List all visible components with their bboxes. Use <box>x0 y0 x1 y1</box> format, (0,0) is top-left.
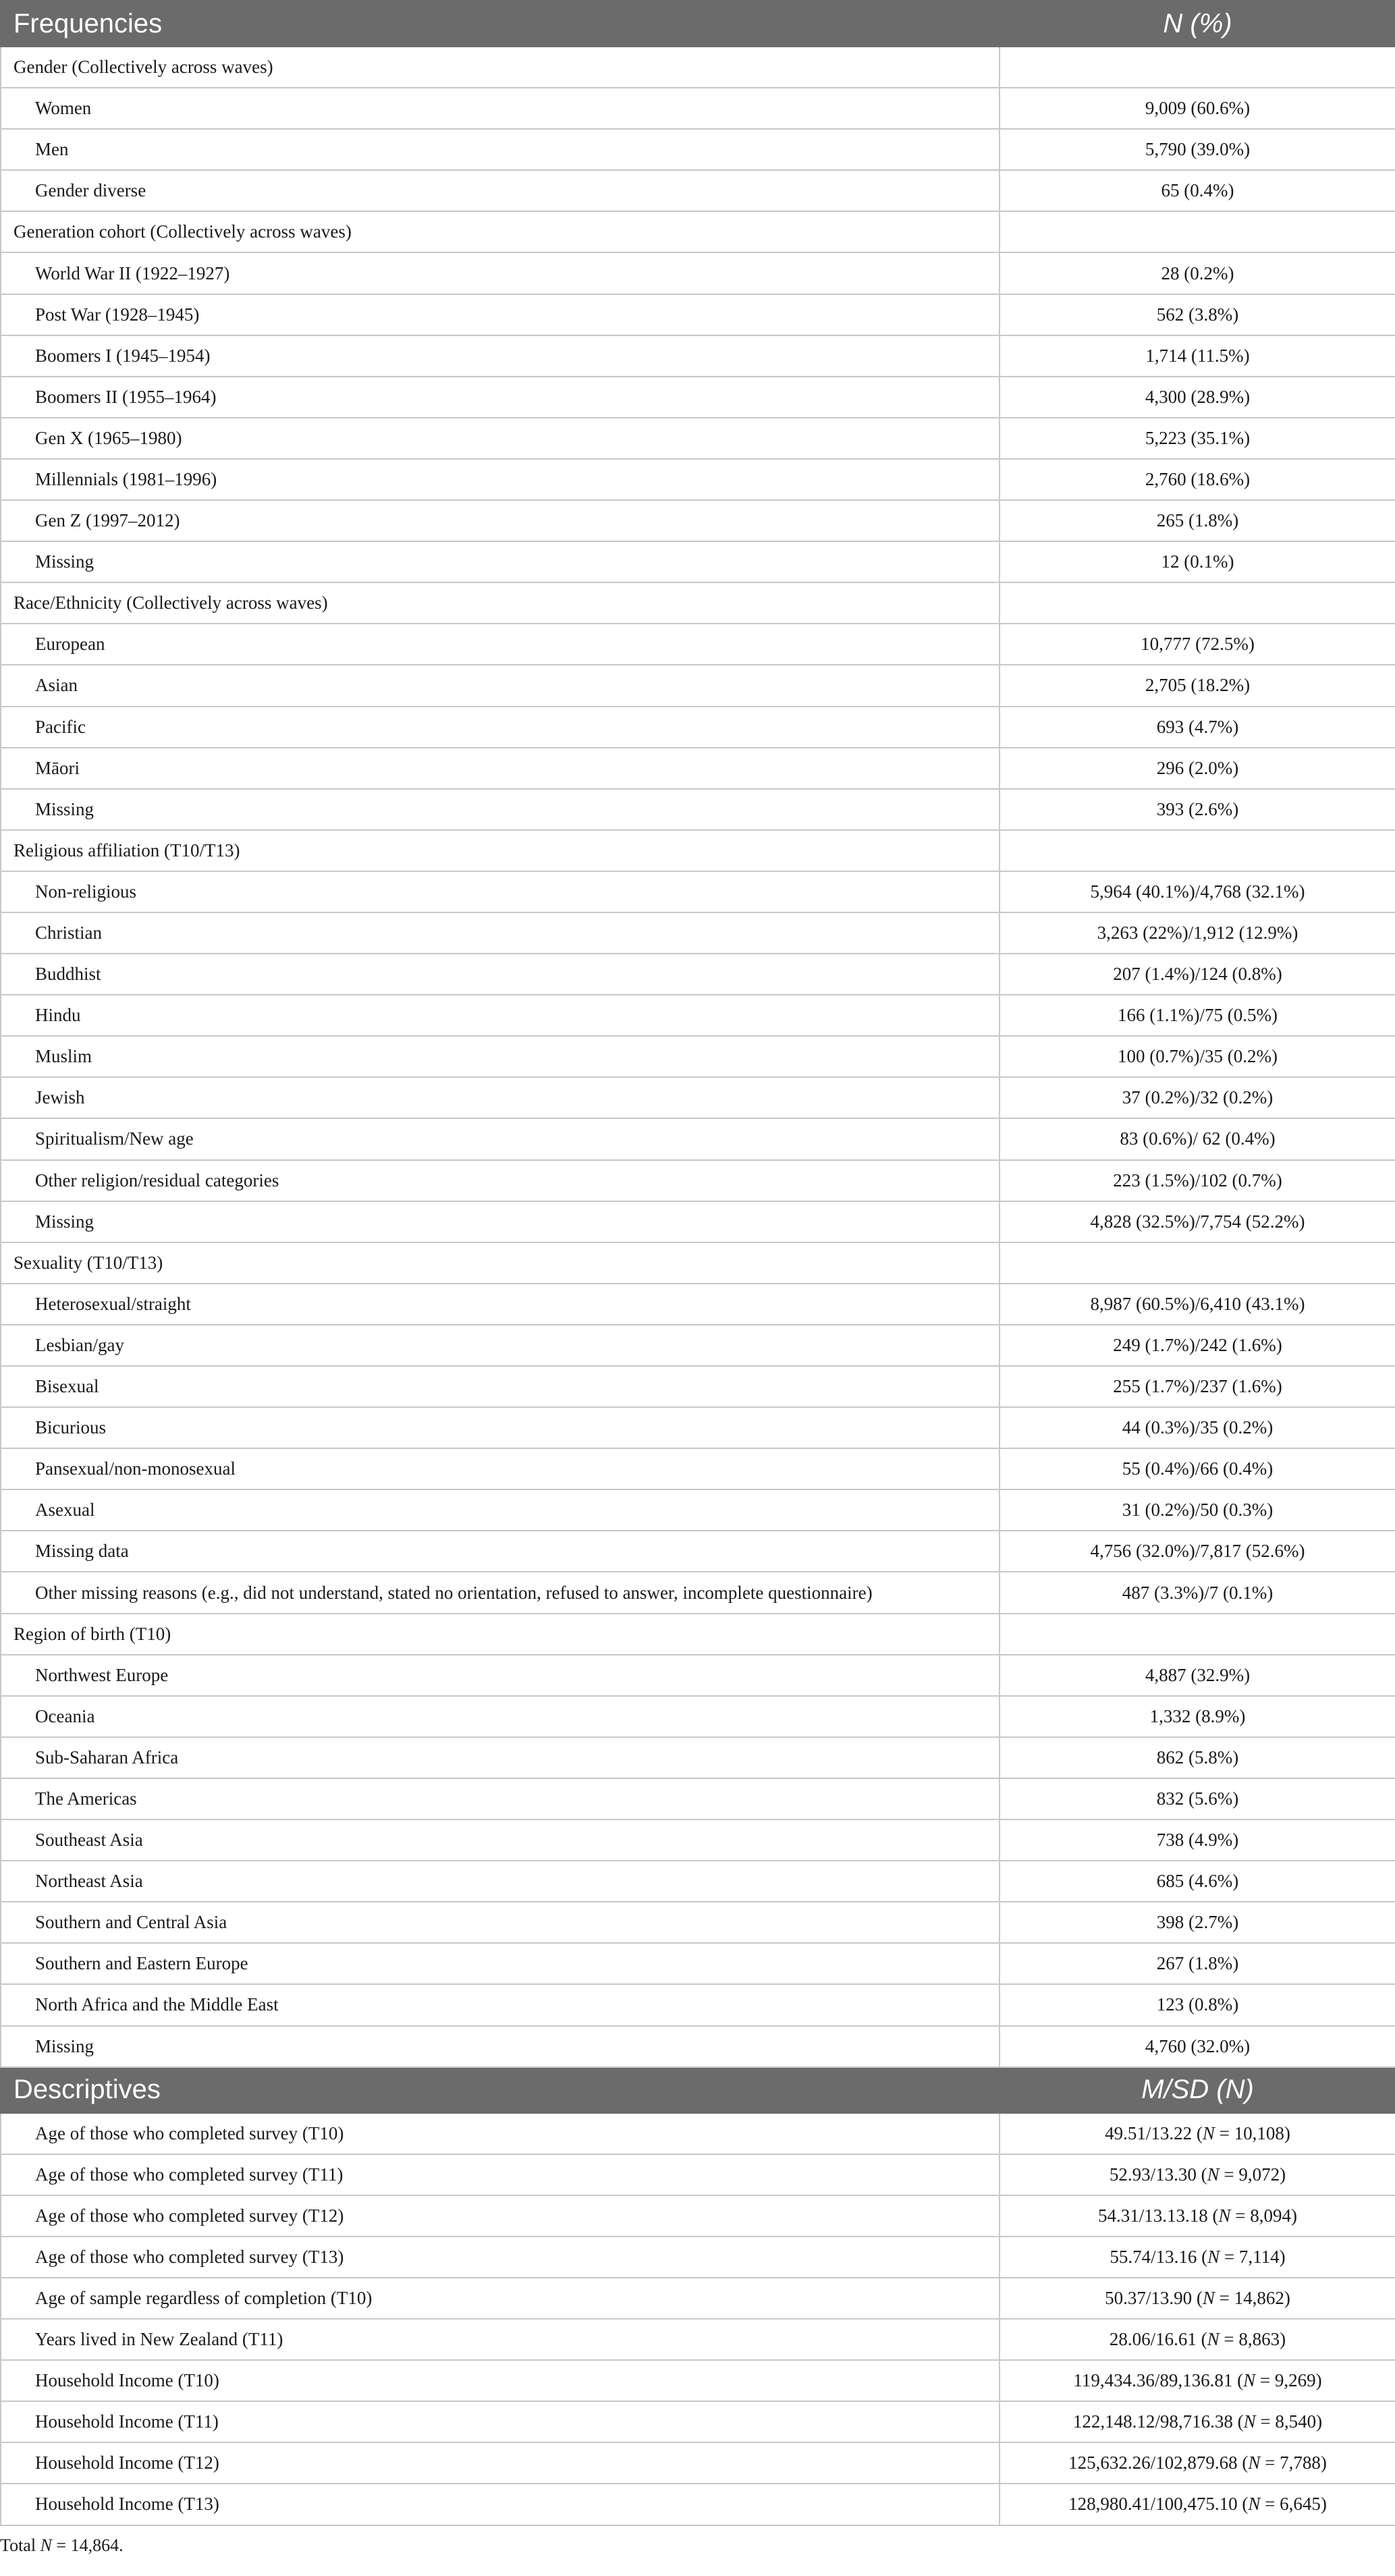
equals-sign: = <box>1260 2452 1280 2473</box>
value-text: 122,148.12/98,716.38 ( <box>1072 2411 1244 2432</box>
footnote-text: = 14,864. <box>51 2535 124 2555</box>
row-label: Other missing reasons (e.g., did not understand, stated no orientation, refused to answer, incomplete questionnaire) <box>1 1572 1000 1613</box>
table-row <box>1 1572 1395 1613</box>
row-label: Oceania <box>1 1696 1000 1737</box>
table-row <box>1 2319 1395 2360</box>
row-value: 12 (0.1%) <box>1000 541 1395 582</box>
row-label: Gender diverse <box>1 170 1000 211</box>
table-row <box>1 2113 1395 2154</box>
row-value: 267 (1.8%) <box>1000 1943 1395 1984</box>
n-value: 9,072 <box>1238 2164 1280 2185</box>
table-row <box>1 88 1395 129</box>
row-value: 83 (0.6%)/ 62 (0.4%) <box>1000 1118 1395 1159</box>
row-value: 28 (0.2%) <box>1000 252 1395 294</box>
row-label: Lesbian/gay <box>1 1325 1000 1366</box>
row-value: 55 (0.4%)/66 (0.4%) <box>1000 1448 1395 1489</box>
row-value <box>1000 2237 1395 2278</box>
row-label: Household Income (T10) <box>1 2360 1000 2401</box>
frequencies-header: Frequencies <box>1 1 1000 47</box>
table-row <box>1 707 1395 748</box>
n-symbol: N <box>1243 2370 1256 2391</box>
row-label: Southern and Eastern Europe <box>1 1943 1000 1984</box>
row-label: Pansexual/non-monosexual <box>1 1448 1000 1489</box>
row-value <box>1000 2195 1395 2237</box>
row-label: Household Income (T12) <box>1 2442 1000 2484</box>
row-label: Buddhist <box>1 954 1000 995</box>
row-value: 4,760 (32.0%) <box>1000 2026 1395 2067</box>
section-row <box>1 582 1395 624</box>
table-row <box>1 1655 1395 1696</box>
table-row <box>1 1284 1395 1325</box>
row-value <box>1000 2484 1395 2525</box>
table-row <box>1 2278 1395 2319</box>
row-label: Missing data <box>1 1531 1000 1572</box>
row-label: Men <box>1 129 1000 170</box>
equals-sign: = <box>1214 2288 1234 2309</box>
row-label: Missing <box>1 789 1000 830</box>
n-value: 14,862 <box>1234 2288 1284 2309</box>
table-row <box>1 748 1395 789</box>
section-row <box>1 211 1395 252</box>
row-value: 249 (1.7%)/242 (1.6%) <box>1000 1325 1395 1366</box>
close-paren: ) <box>1291 2205 1297 2226</box>
row-label: Age of those who completed survey (T13) <box>1 2237 1000 2278</box>
row-label: Boomers I (1945–1954) <box>1 335 1000 377</box>
row-value: 487 (3.3%)/7 (0.1%) <box>1000 1572 1395 1613</box>
row-label: Gen Z (1997–2012) <box>1 500 1000 541</box>
row-value: 296 (2.0%) <box>1000 748 1395 789</box>
row-label: Northeast Asia <box>1 1861 1000 1902</box>
table-row <box>1 2154 1395 2195</box>
row-value: 393 (2.6%) <box>1000 789 1395 830</box>
close-paren: ) <box>1284 2122 1290 2143</box>
n-symbol: N <box>1207 2246 1220 2267</box>
row-value <box>1000 2401 1395 2442</box>
row-value: 65 (0.4%) <box>1000 170 1395 211</box>
n-symbol: N <box>1248 2494 1261 2515</box>
n-symbol: N <box>1207 2329 1220 2350</box>
close-paren: ) <box>1280 2329 1286 2350</box>
table-row <box>1 2484 1395 2525</box>
table-row <box>1 665 1395 706</box>
value-text: 49.51/13.22 ( <box>1105 2122 1203 2143</box>
row-label: Southern and Central Asia <box>1 1902 1000 1943</box>
row-label: Age of sample regardless of completion (T10) <box>1 2278 1000 2319</box>
table-row <box>1 129 1395 170</box>
n-symbol: N <box>1248 2452 1261 2473</box>
close-paren: ) <box>1315 2370 1322 2391</box>
row-label: Pacific <box>1 707 1000 748</box>
row-value: 4,300 (28.9%) <box>1000 377 1395 418</box>
section-row <box>1 830 1395 871</box>
section-title: Region of birth (T10) <box>1 1614 1000 1655</box>
value-text: 28.06/16.61 ( <box>1109 2329 1207 2350</box>
n-value: 10,108 <box>1234 2122 1284 2143</box>
section-title: Race/Ethnicity (Collectively across waves) <box>1 582 1000 624</box>
footnote-prefix: Total <box>0 2535 40 2555</box>
close-paren: ) <box>1316 2411 1323 2432</box>
n-symbol: N <box>1207 2164 1220 2185</box>
table-row <box>1 294 1395 335</box>
row-label: Heterosexual/straight <box>1 1284 1000 1325</box>
table-row <box>1 1861 1395 1902</box>
table-row <box>1 335 1395 377</box>
section-row <box>1 47 1395 88</box>
section-empty-cell <box>1000 830 1395 871</box>
n-symbol: N <box>1218 2205 1231 2226</box>
row-value: 44 (0.3%)/35 (0.2%) <box>1000 1407 1395 1448</box>
row-label: Boomers II (1955–1964) <box>1 377 1000 418</box>
section-empty-cell <box>1000 211 1395 252</box>
close-paren: ) <box>1279 2246 1286 2267</box>
row-label: Gen X (1965–1980) <box>1 418 1000 459</box>
section-row <box>1 1614 1395 1655</box>
row-value: 5,964 (40.1%)/4,768 (32.1%) <box>1000 871 1395 912</box>
row-label: Non-religious <box>1 871 1000 912</box>
frequencies-header-row <box>1 1 1395 47</box>
row-label: Other religion/residual categories <box>1 1160 1000 1201</box>
row-label: Bisexual <box>1 1366 1000 1407</box>
value-text: 128,980.41/100,475.10 ( <box>1068 2494 1249 2515</box>
section-title: Religious affiliation (T10/T13) <box>1 830 1000 871</box>
row-label: Women <box>1 88 1000 129</box>
section-title: Gender (Collectively across waves) <box>1 47 1000 88</box>
row-label: Age of those who completed survey (T11) <box>1 2154 1000 2195</box>
table-row <box>1 170 1395 211</box>
row-label: Asexual <box>1 1489 1000 1531</box>
row-value: 738 (4.9%) <box>1000 1819 1395 1861</box>
descriptives-value-header: M/SD (N) <box>1000 2067 1395 2113</box>
frequencies-value-header: N (%) <box>1000 1 1395 47</box>
row-value: 4,828 (32.5%)/7,754 (52.2%) <box>1000 1201 1395 1242</box>
row-label: Millennials (1981–1996) <box>1 459 1000 500</box>
table-row <box>1 2360 1395 2401</box>
equals-sign: = <box>1255 2370 1275 2391</box>
table-row <box>1 500 1395 541</box>
descriptives-header-row <box>1 2067 1395 2113</box>
table-row <box>1 1696 1395 1737</box>
row-value: 223 (1.5%)/102 (0.7%) <box>1000 1160 1395 1201</box>
row-value: 4,756 (32.0%)/7,817 (52.6%) <box>1000 1531 1395 1572</box>
row-label: Missing <box>1 2026 1000 2067</box>
close-paren: ) <box>1320 2494 1327 2515</box>
table-row <box>1 377 1395 418</box>
row-label: Southeast Asia <box>1 1819 1000 1861</box>
row-label: Spiritualism/New age <box>1 1118 1000 1159</box>
close-paren: ) <box>1320 2452 1327 2473</box>
n-symbol: N <box>1202 2122 1215 2143</box>
table-row <box>1 1778 1395 1819</box>
row-value: 2,760 (18.6%) <box>1000 459 1395 500</box>
row-label: Northwest Europe <box>1 1655 1000 1696</box>
row-label: Missing <box>1 1201 1000 1242</box>
table-row <box>1 2401 1395 2442</box>
table-row <box>1 954 1395 995</box>
row-value: 693 (4.7%) <box>1000 707 1395 748</box>
row-label: Household Income (T11) <box>1 2401 1000 2442</box>
table-row <box>1 1819 1395 1861</box>
row-value: 5,790 (39.0%) <box>1000 129 1395 170</box>
row-value <box>1000 2360 1395 2401</box>
row-label: The Americas <box>1 1778 1000 1819</box>
table-row <box>1 1489 1395 1531</box>
n-symbol: N <box>1243 2411 1256 2432</box>
table-row <box>1 2026 1395 2067</box>
n-value: 8,863 <box>1238 2329 1280 2350</box>
row-value: 3,263 (22%)/1,912 (12.9%) <box>1000 912 1395 954</box>
n-symbol: N <box>1202 2288 1215 2309</box>
row-label: Post War (1928–1945) <box>1 294 1000 335</box>
table-row <box>1 2442 1395 2484</box>
row-value <box>1000 2278 1395 2319</box>
equals-sign: = <box>1220 2246 1239 2267</box>
table-row <box>1 252 1395 294</box>
table-row <box>1 1902 1395 1943</box>
table-row <box>1 1077 1395 1118</box>
table-body <box>1 1 1395 2525</box>
table-row <box>1 1160 1395 1201</box>
table-row <box>1 789 1395 830</box>
row-value: 685 (4.6%) <box>1000 1861 1395 1902</box>
table-row <box>1 871 1395 912</box>
row-value: 166 (1.1%)/75 (0.5%) <box>1000 995 1395 1036</box>
n-value: 9,269 <box>1274 2370 1316 2391</box>
equals-sign: = <box>1219 2329 1239 2350</box>
row-value: 31 (0.2%)/50 (0.3%) <box>1000 1489 1395 1531</box>
row-value <box>1000 2442 1395 2484</box>
table-row <box>1 1118 1395 1159</box>
row-value: 2,705 (18.2%) <box>1000 665 1395 706</box>
row-value: 1,714 (11.5%) <box>1000 335 1395 377</box>
n-value: 6,645 <box>1280 2494 1321 2515</box>
table-row <box>1 1737 1395 1778</box>
value-text: 55.74/13.16 ( <box>1110 2246 1208 2267</box>
descriptives-header: Descriptives <box>1 2067 1000 2113</box>
table-row <box>1 1366 1395 1407</box>
close-paren: ) <box>1284 2288 1290 2309</box>
close-paren: ) <box>1280 2164 1286 2185</box>
table-row <box>1 912 1395 954</box>
table-row <box>1 1984 1395 2025</box>
value-text: 52.93/13.30 ( <box>1109 2164 1207 2185</box>
table-row <box>1 2237 1395 2278</box>
row-label: Christian <box>1 912 1000 954</box>
row-value: 10,777 (72.5%) <box>1000 624 1395 665</box>
row-value: 255 (1.7%)/237 (1.6%) <box>1000 1366 1395 1407</box>
equals-sign: = <box>1260 2494 1280 2515</box>
row-value: 8,987 (60.5%)/6,410 (43.1%) <box>1000 1284 1395 1325</box>
row-value: 562 (3.8%) <box>1000 294 1395 335</box>
equals-sign: = <box>1230 2205 1251 2226</box>
row-label: European <box>1 624 1000 665</box>
table-footnote <box>0 2526 1395 2563</box>
row-value: 4,887 (32.9%) <box>1000 1655 1395 1696</box>
table-row <box>1 459 1395 500</box>
row-value: 9,009 (60.6%) <box>1000 88 1395 129</box>
equals-sign: = <box>1255 2411 1276 2432</box>
section-empty-cell <box>1000 1242 1395 1284</box>
row-label: Age of those who completed survey (T12) <box>1 2195 1000 2237</box>
row-value: 832 (5.6%) <box>1000 1778 1395 1819</box>
value-text: 119,434.36/89,136.81 ( <box>1073 2370 1244 2391</box>
section-title: Generation cohort (Collectively across waves) <box>1 211 1000 252</box>
value-text: 125,632.26/102,879.68 ( <box>1068 2452 1249 2473</box>
equals-sign: = <box>1219 2164 1239 2185</box>
value-text: 54.31/13.13.18 ( <box>1098 2205 1219 2226</box>
n-value: 7,114 <box>1238 2246 1280 2267</box>
row-label: North Africa and the Middle East <box>1 1984 1000 2025</box>
row-value: 5,223 (35.1%) <box>1000 418 1395 459</box>
row-value <box>1000 2319 1395 2360</box>
section-empty-cell <box>1000 47 1395 88</box>
table-row <box>1 418 1395 459</box>
n-value: 7,788 <box>1280 2452 1321 2473</box>
footnote-n-symbol: N <box>40 2535 52 2555</box>
table-row <box>1 541 1395 582</box>
row-value: 398 (2.7%) <box>1000 1902 1395 1943</box>
row-label: World War II (1922–1927) <box>1 252 1000 294</box>
section-title: Sexuality (T10/T13) <box>1 1242 1000 1284</box>
table-row <box>1 1943 1395 1984</box>
row-value <box>1000 2113 1395 2154</box>
table-row <box>1 624 1395 665</box>
row-label: Asian <box>1 665 1000 706</box>
table-row <box>1 1407 1395 1448</box>
value-text: 50.37/13.90 ( <box>1105 2288 1203 2309</box>
table-row <box>1 1036 1395 1077</box>
equals-sign: = <box>1214 2122 1234 2143</box>
row-value: 207 (1.4%)/124 (0.8%) <box>1000 954 1395 995</box>
row-value: 100 (0.7%)/35 (0.2%) <box>1000 1036 1395 1077</box>
row-value: 862 (5.8%) <box>1000 1737 1395 1778</box>
row-label: Bicurious <box>1 1407 1000 1448</box>
n-value: 8,094 <box>1250 2205 1291 2226</box>
table-row <box>1 1325 1395 1366</box>
row-label: Muslim <box>1 1036 1000 1077</box>
table-row <box>1 2195 1395 2237</box>
n-value: 8,540 <box>1275 2411 1317 2432</box>
table-row <box>1 1448 1395 1489</box>
row-label: Household Income (T13) <box>1 2484 1000 2525</box>
row-label: Jewish <box>1 1077 1000 1118</box>
section-empty-cell <box>1000 582 1395 624</box>
table-row <box>1 995 1395 1036</box>
row-label: Age of those who completed survey (T10) <box>1 2113 1000 2154</box>
section-empty-cell <box>1000 1614 1395 1655</box>
row-value <box>1000 2154 1395 2195</box>
table-row <box>1 1531 1395 1572</box>
row-label: Years lived in New Zealand (T11) <box>1 2319 1000 2360</box>
row-value: 37 (0.2%)/32 (0.2%) <box>1000 1077 1395 1118</box>
row-value: 1,332 (8.9%) <box>1000 1696 1395 1737</box>
row-label: Hindu <box>1 995 1000 1036</box>
section-row <box>1 1242 1395 1284</box>
row-label: Sub-Saharan Africa <box>1 1737 1000 1778</box>
table-row <box>1 1201 1395 1242</box>
row-label: Māori <box>1 748 1000 789</box>
row-value: 123 (0.8%) <box>1000 1984 1395 2025</box>
row-value: 265 (1.8%) <box>1000 500 1395 541</box>
row-label: Missing <box>1 541 1000 582</box>
